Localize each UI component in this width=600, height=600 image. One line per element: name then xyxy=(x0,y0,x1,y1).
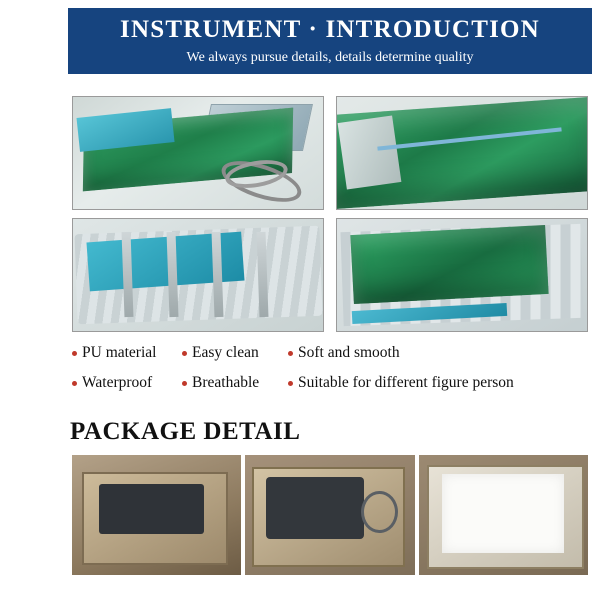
fold-edge-shape xyxy=(338,116,402,190)
feature-list xyxy=(72,344,588,404)
feature-row xyxy=(72,374,588,392)
feature-label: Easy clean xyxy=(192,344,259,361)
instrument-introduction-banner xyxy=(68,8,592,74)
hose-coil-shape xyxy=(361,491,397,533)
package-photo-case-with-bag-and-hoses xyxy=(245,455,414,575)
feature-item-pu-material xyxy=(72,344,182,362)
feature-row xyxy=(72,344,588,362)
feature-item-soft-and-smooth xyxy=(288,344,588,362)
white-panel-shape xyxy=(442,474,564,553)
product-photo-green-over-quilt xyxy=(336,218,588,332)
feature-label: Breathable xyxy=(192,374,260,391)
product-photo-green-wrap-with-hoses xyxy=(72,96,324,210)
banner-title: INSTRUMENT · INTRODUCTION xyxy=(120,16,540,44)
feature-label: Waterproof xyxy=(82,374,153,391)
bullet-dot-icon xyxy=(288,381,293,386)
black-bag-shape xyxy=(266,477,364,539)
bullet-dot-icon xyxy=(182,381,187,386)
feature-label: PU material xyxy=(82,344,157,361)
product-photo-grid xyxy=(72,96,588,332)
bullet-dot-icon xyxy=(182,351,187,356)
bullet-dot-icon xyxy=(72,351,77,356)
feature-item-waterproof xyxy=(72,374,182,392)
product-photo-open-lining-with-straps xyxy=(72,218,324,332)
black-bag-shape xyxy=(99,484,204,534)
green-blanket-shape xyxy=(350,225,548,305)
feature-item-suitable-for-different-figure-person xyxy=(288,374,588,392)
package-photo-grid xyxy=(72,455,588,575)
package-detail-title: PACKAGE DETAIL xyxy=(70,418,301,445)
bullet-dot-icon xyxy=(288,351,293,356)
feature-item-easy-clean xyxy=(182,344,288,362)
package-photo-case-with-black-bag xyxy=(72,455,241,575)
product-photo-folded-green-blanket xyxy=(336,96,588,210)
banner-subtitle: We always pursue details, details determine quality xyxy=(186,49,474,65)
feature-label: Suitable for different figure person xyxy=(298,374,514,391)
feature-label: Soft and smooth xyxy=(298,344,400,361)
feature-item-breathable xyxy=(182,374,288,392)
package-photo-case-with-white-panel xyxy=(419,455,588,575)
bullet-dot-icon xyxy=(72,381,77,386)
